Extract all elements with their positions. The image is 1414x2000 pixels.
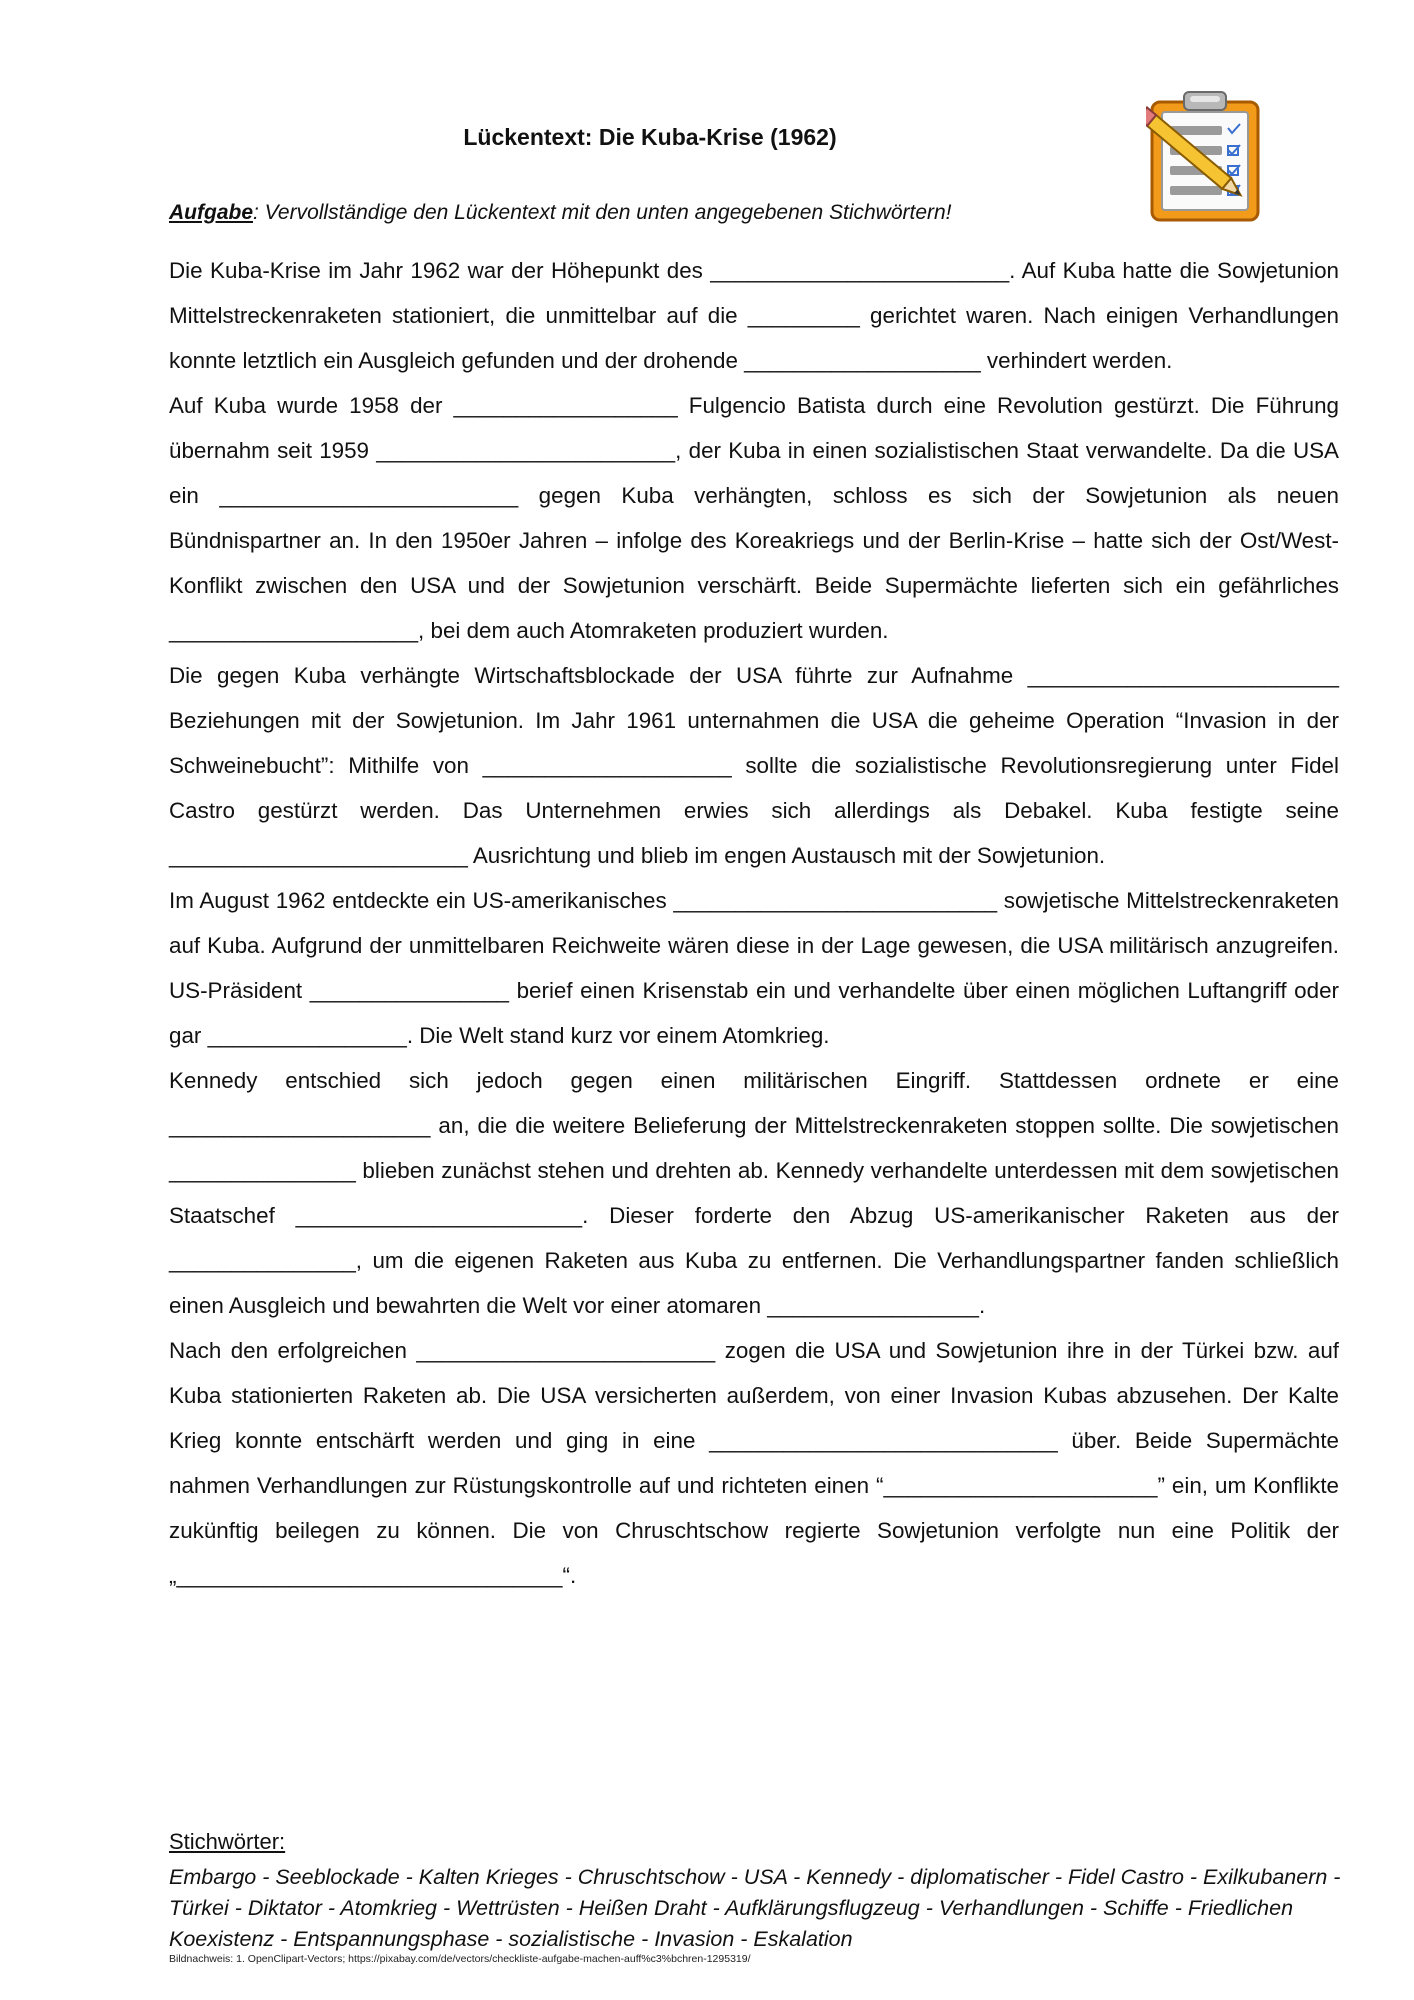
task-label: Aufgabe (169, 201, 253, 224)
image-credit: Bildnachweis: 1. OpenClipart-Vectors; https://pixabay.com/de/vectors/checkliste-aufgabe-machen-auff%c3%bchren-1295319/ (169, 1953, 751, 1965)
keywords-heading: Stichwörter: (169, 1829, 286, 1854)
paragraph-intro: Die Kuba-Krise im Jahr 1962 war der Höhepunkt des ________________________. Auf Kuba hatte die Sowjetunion Mittelstreckenraketen stationiert, die unmittelbar auf die _________ gerichtet waren. Nach einigen Verhandlungen konnte letztlich ein Ausgleich gefunden und der drohende ___________________ verhindert werden. (169, 258, 1339, 373)
paragraph-revolution: Auf Kuba wurde 1958 der __________________ Fulgencio Batista durch eine Revolution gestürzt. Die Führung übernahm seit 1959 ________________________, der Kuba in einen sozialistischen Staat verwandelte. Da die USA ein ________________________ gegen Kuba verhängten, schloss es sich der Sowjetunion als neuen Bündnispartner an. In den 1950er Jahren – infolge des Koreakriegs und der Berlin-Krise – hatte sich der Ost/West-Konflikt zwischen den USA und der Sowjetunion verschärft. Beide Supermächte lieferten sich ein gefährliches ____________________, bei dem auch Atomraketen produziert wurden. (169, 393, 1339, 643)
worksheet-title: Lückentext: Die Kuba-Krise (1962) (463, 124, 837, 150)
paragraph-discovery: Im August 1962 entdeckte ein US-amerikanisches __________________________ sowjetische Mittelstreckenraketen auf Kuba. Aufgrund der unmittelbaren Reichweite wären diese in der Lage gewesen, die USA militärisch anzugreifen. US-Präsident ________________ berief einen Krisenstab ein und verhandelte über einen möglichen Luftangriff oder gar ________________. Die Welt stand kurz vor einem Atomkrieg. (169, 888, 1339, 1048)
paragraph-negotiation: Kennedy entschied sich jedoch gegen einen militärischen Eingriff. Stattdessen ordnete er eine _____________________ an, die die weitere Belieferung der Mittelstreckenraketen stoppen sollte. Die sowjetischen _______________ blieben zunächst stehen und drehten ab. Kennedy verhandelte unterdessen mit dem sowjetischen Staatschef _______________________. Dieser forderte den Abzug US-amerikanischer Raketen aus der _______________, um die eigenen Raketen aus Kuba zu entfernen. Die Verhandlungspartner fanden schließlich einen Ausgleich und bewahrten die Welt vor einer atomaren _________________. (169, 1068, 1339, 1318)
task-text: : Vervollständige den Lückentext mit den unten angegebenen Stichwörtern! (253, 201, 952, 224)
task-instruction (169, 201, 1329, 225)
paragraph-aftermath: Nach den erfolgreichen ________________________ zogen die USA und Sowjetunion ihre in der Türkei bzw. auf Kuba stationierten Raketen ab. Die USA versicherten außerdem, von einer Invasion Kubas abzusehen. Der Kalte Krieg konnte entschärft werden und ging in eine ____________________________ über. Beide Supermächte nahmen Verhandlungen zur Rüstungskontrolle auf und richteten einen “______________________” ein, um Konflikte zukünftig beilegen zu können. Die von Chruschtschow regierte Sowjetunion verfolgte nun eine Politik der „_______________________________“. (169, 1338, 1339, 1588)
cloze-text (169, 248, 1339, 1598)
paragraph-blockade: Die gegen Kuba verhängte Wirtschaftsblockade der USA führte zur Aufnahme _________________________ Beziehungen mit der Sowjetunion. Im Jahr 1961 unternahmen die USA die geheime Operation “Invasion in der Schweinebucht”: Mithilfe von ____________________ sollte die sozialistische Revolutionsregierung unter Fidel Castro gestürzt werden. Das Unternehmen erwies sich allerdings als Debakel. Kuba festigte seine ________________________ Ausrichtung und blieb im engen Austausch mit der Sowjetunion. (169, 663, 1339, 868)
keywords-list: Embargo - Seeblockade - Kalten Krieges - Chruschtschow - USA - Kennedy - diplomatischer - Fidel Castro - Exilkubanern - Türkei - Diktator - Atomkrieg - Wettrüsten - Heißen Draht - Aufklärungsflugzeug - Verhandlungen - Schiffe - Friedlichen Koexistenz - Entspannungsphase - sozialistische - Invasion - Eskalation (169, 1865, 1341, 1951)
